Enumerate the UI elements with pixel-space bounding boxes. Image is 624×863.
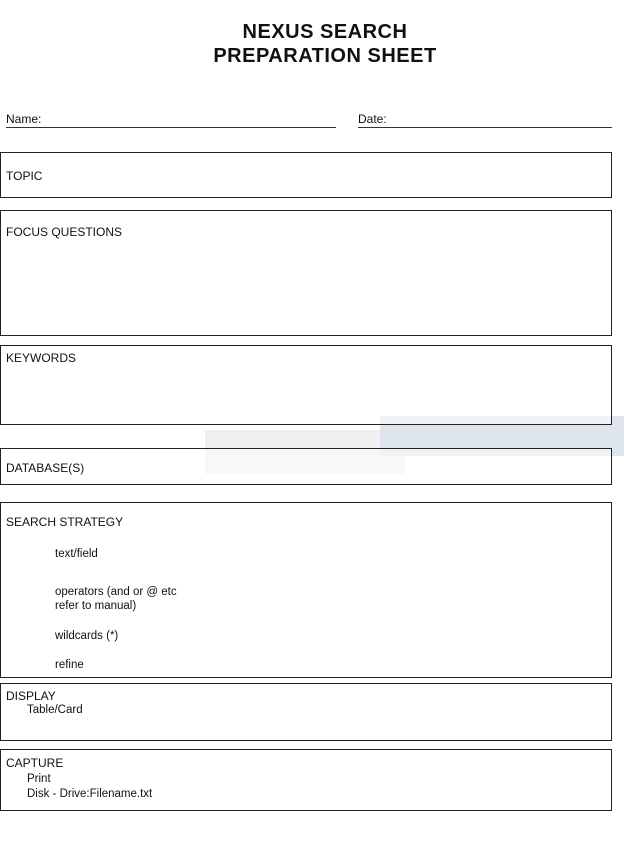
date-field[interactable] [358,127,612,128]
topic-label: TOPIC [6,169,43,183]
operators-hint-2: refer to manual) [55,600,137,612]
page-title [150,20,500,68]
keywords-label: KEYWORDS [6,351,77,365]
focus-questions-box[interactable] [0,210,612,336]
display-box[interactable] [0,683,612,741]
databases-label: DATABASE(S) [6,461,85,475]
focus-questions-label: FOCUS QUESTIONS [6,225,123,239]
refine-hint: refine [55,659,84,671]
title-line-1: NEXUS SEARCH [242,21,408,43]
wildcards-hint: wildcards (*) [55,630,119,642]
topic-box[interactable] [0,152,612,198]
title-line-2: PREPARATION SHEET [213,45,437,67]
name-field[interactable] [6,127,336,128]
databases-box[interactable] [0,448,612,485]
date-label: Date: [358,112,387,126]
search-strategy-box[interactable] [0,502,612,678]
display-option: Table/Card [27,704,83,716]
name-label: Name: [6,112,42,126]
capture-disk: Disk - Drive:Filename.txt [27,788,153,800]
display-label: DISPLAY [6,689,56,703]
text-field-hint: text/field [55,548,98,560]
capture-print: Print [27,773,51,785]
keywords-box[interactable] [0,345,612,425]
operators-hint: operators (and or @ etc [55,586,177,598]
capture-label: CAPTURE [6,756,64,770]
search-strategy-label: SEARCH STRATEGY [6,515,124,529]
capture-box[interactable] [0,749,612,811]
